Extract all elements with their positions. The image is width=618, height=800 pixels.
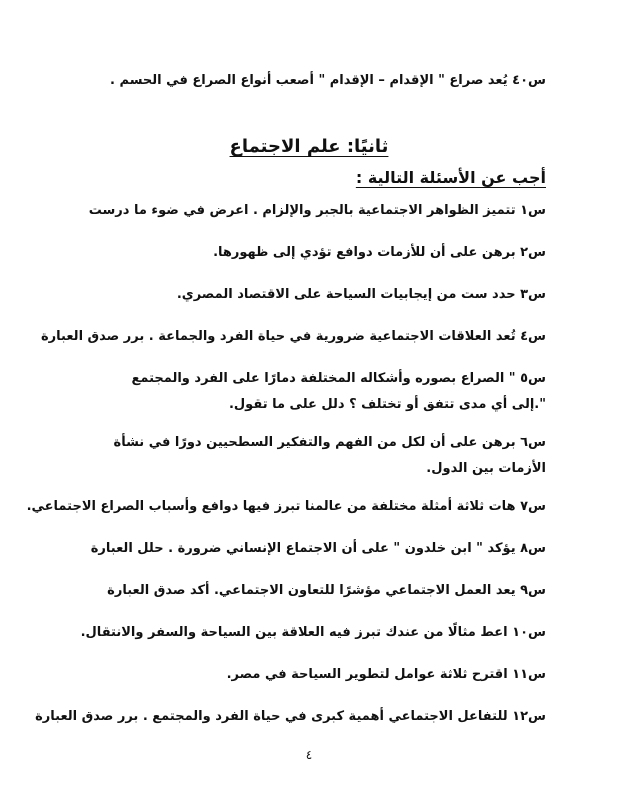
question-7: س٧ هات ثلاثة أمثلة مختلفة من عالمنا تبرز فيها دوافع وأسباب الصراع الاجتماعي. (26, 499, 546, 514)
question-11: س١١ اقترح ثلاثة عوامل لتطوير السياحة في مصر. (226, 667, 546, 682)
question-5: س٥ " الصراع بصوره وأشكاله المختلفة دمارًا على الفرد والمجتمع ".إلى أي مدى تتفق أو تختلف ؟ دلل على ما تقول. (131, 371, 546, 412)
question-1: س١ تتميز الظواهر الاجتماعية بالجبر والإلزام . اعرض في ضوء ما درست (88, 203, 546, 218)
question-9: س٩ يعد العمل الاجتماعي مؤشرًا للتعاون الاجتماعي. أكد صدق العبارة (107, 583, 546, 598)
page-number: ٤ (305, 748, 313, 762)
question-12: س١٢ للتفاعل الاجتماعي أهمية كبرى في حياة الفرد والمجتمع . برر صدق العبارة (35, 709, 546, 724)
question-list (26, 198, 546, 746)
question-10: س١٠ اعط مثالًا من عندك تبرز فيه العلاقة بين السياحة والسفر والانتقال. (80, 625, 546, 640)
section-title: ثانيًا: علم الاجتماع (229, 136, 389, 157)
question-8: س٨ يؤكد " ابن خلدون " على أن الاجتماع الإنساني ضرورة . حلل العبارة (90, 541, 546, 556)
question-2: س٢ برهن على أن للأزمات دوافع تؤدي إلى ظهورها. (213, 245, 546, 260)
question-4: س٤ تُعد العلاقات الاجتماعية ضرورية في حياة الفرد والجماعة . برر صدق العبارة (41, 329, 546, 344)
question-3: س٣ حدد ست من إيجابيات السياحة على الاقتصاد المصري. (176, 287, 546, 302)
instruction-heading: أجب عن الأسئلة التالية : (355, 168, 546, 187)
question-40: س٤٠ يُعد صراع " الإقدام – الإقدام " أصعب أنواع الصراع في الحسم . (110, 73, 546, 88)
question-6: س٦ برهن على أن لكل من الفهم والتفكير السطحيين دورًا في نشأة الأزمات بين الدول. (113, 435, 546, 476)
